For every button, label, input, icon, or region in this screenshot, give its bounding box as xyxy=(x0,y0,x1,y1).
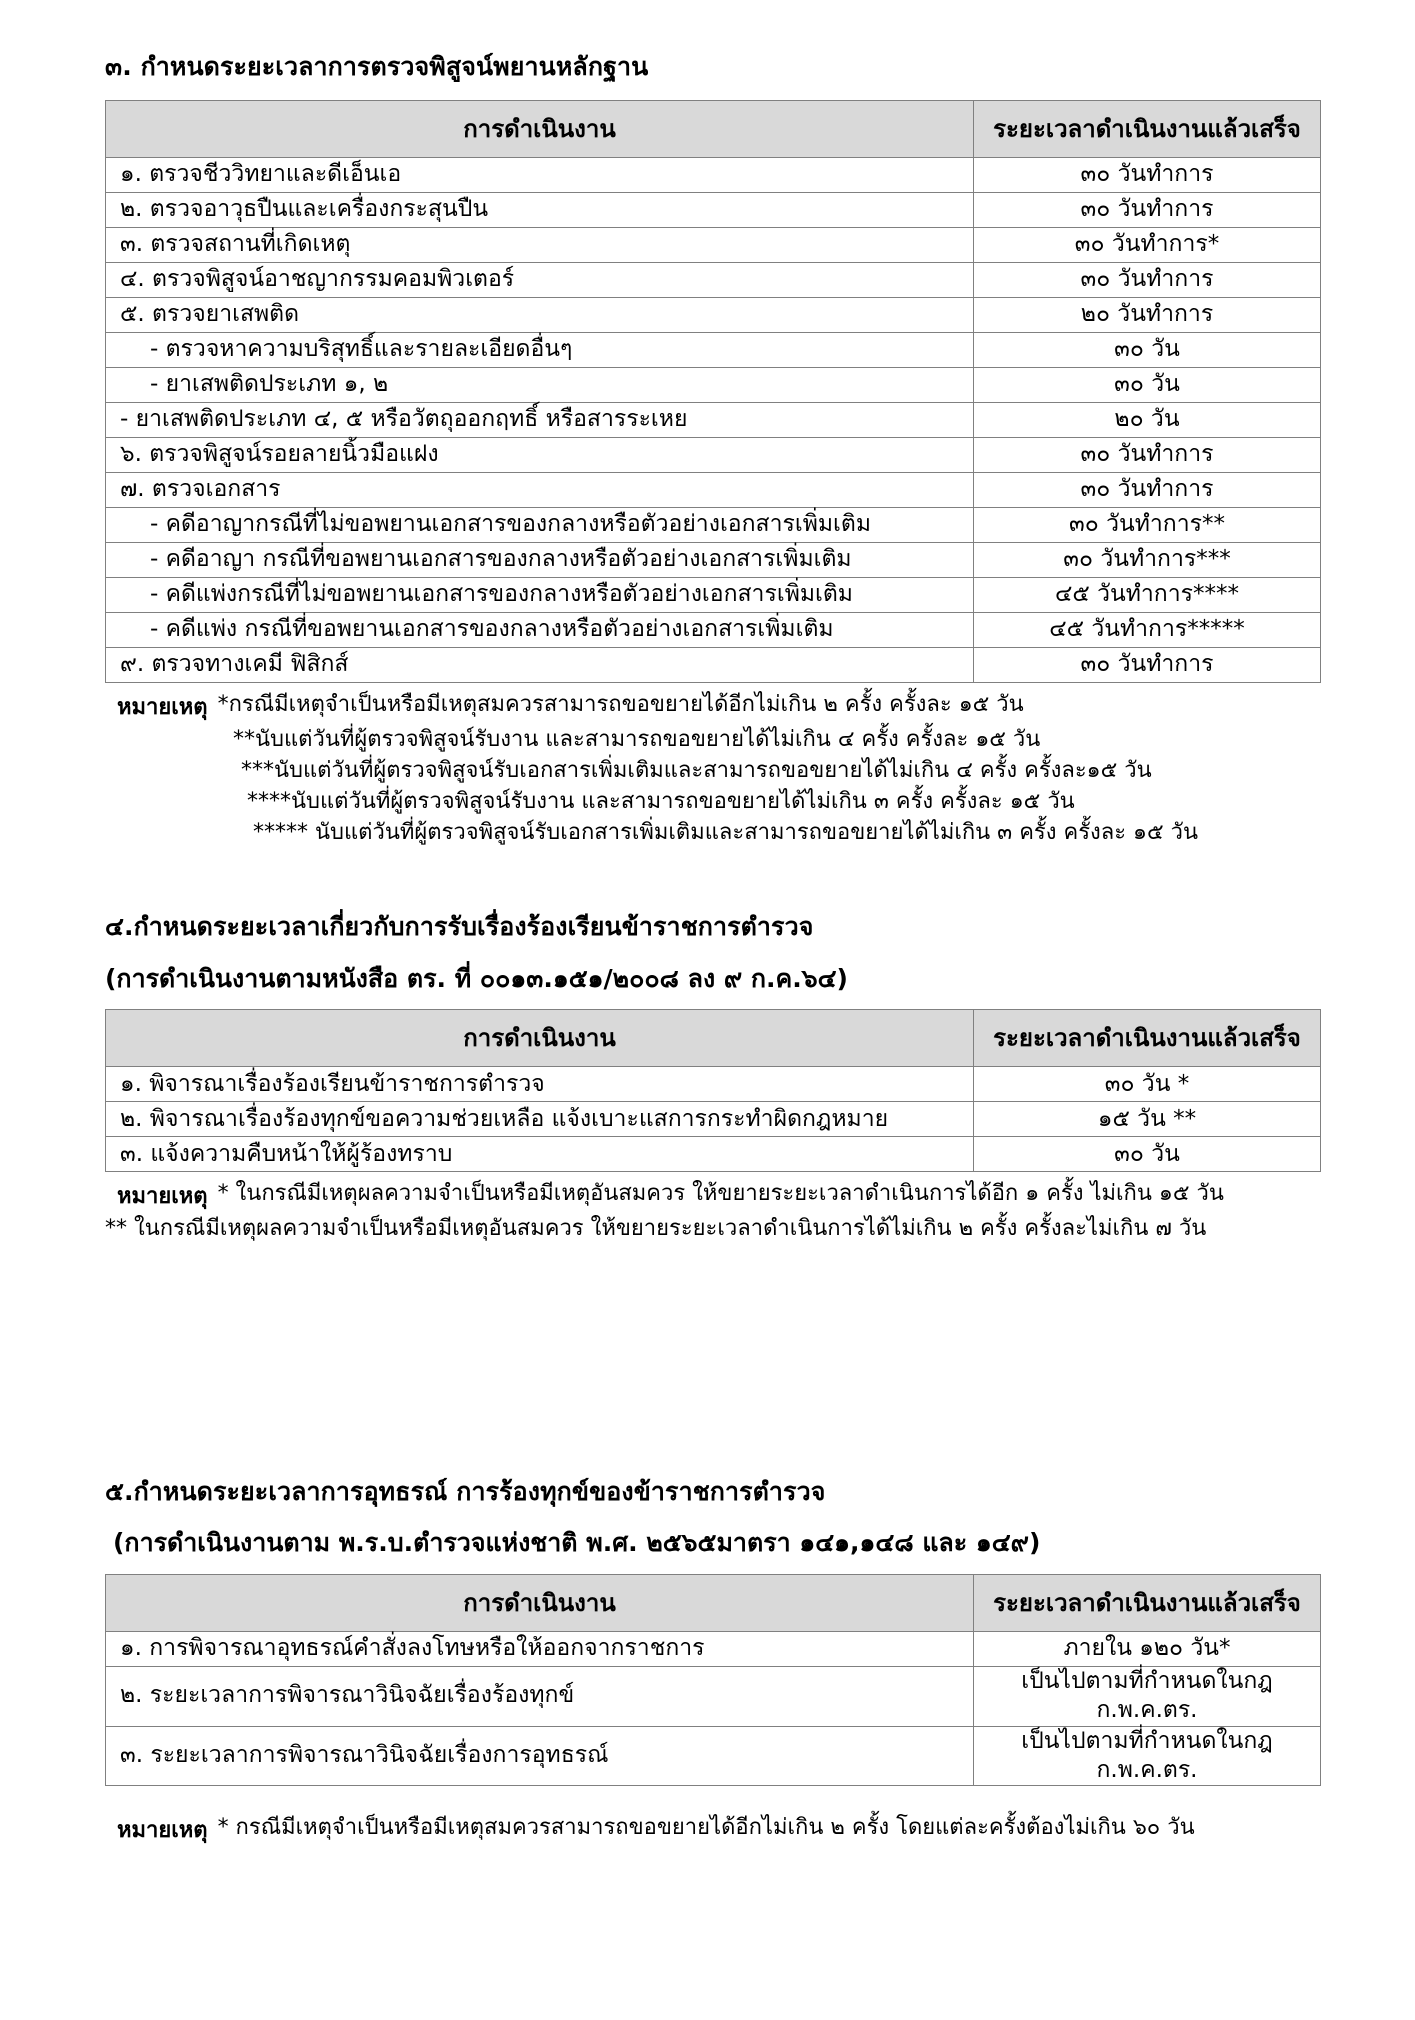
time-cell: ๓๐ วัน xyxy=(974,332,1321,367)
table-row xyxy=(106,1726,1321,1786)
time-cell: ๓๐ วันทำการ** xyxy=(974,507,1321,542)
column-header-time: ระยะเวลาดำเนินงานแล้วเสร็จ xyxy=(974,1574,1321,1631)
task-cell: ๒. ระยะเวลาการพิจารณาวินิจฉัยเรื่องร้องทุกข์ xyxy=(106,1666,974,1726)
note-text-5: ***** นับแต่วันที่ผู้ตรวจพิสูจน์รับเอกสารเพิ่มเติมและสามารถขอขยายได้ไม่เกิน ๓ ครั้ง ครั้งละ ๑๕ วัน xyxy=(253,820,1199,846)
column-header-time: ระยะเวลาดำเนินงานแล้วเสร็จ xyxy=(974,1010,1321,1067)
column-header-task: การดำเนินงาน xyxy=(106,100,974,157)
time-cell: ๓๐ วันทำการ xyxy=(974,157,1321,192)
table-header-row xyxy=(106,100,1321,157)
table-row xyxy=(106,402,1321,437)
time-cell: ๓๐ วันทำการ* xyxy=(974,227,1321,262)
time-cell: ๒๐ วัน xyxy=(974,402,1321,437)
task-cell: ๑. การพิจารณาอุทธรณ์คำสั่งลงโทษหรือให้ออกจากราชการ xyxy=(106,1631,974,1666)
table-row xyxy=(106,192,1321,227)
task-cell: - ตรวจหาความบริสุทธิ์และรายละเอียดอื่นๆ xyxy=(106,332,974,367)
time-cell: ๓๐ วัน xyxy=(974,1137,1321,1172)
section-5-notes xyxy=(105,1812,1320,1847)
task-cell: ๒. พิจารณาเรื่องร้องทุกข์ขอความช่วยเหลือ แจ้งเบาะแสการกระทำผิดกฎหมาย xyxy=(106,1102,974,1137)
table-row xyxy=(106,1137,1321,1172)
note-text-2: **นับแต่วันที่ผู้ตรวจพิสูจน์รับงาน และสามารถขอขยายได้ไม่เกิน ๔ ครั้ง ครั้งละ ๑๕ วัน xyxy=(233,726,1041,752)
note-text-3: ***นับแต่วันที่ผู้ตรวจพิสูจน์รับเอกสารเพิ่มเติมและสามารถขอขยายได้ไม่เกิน ๔ ครั้ง ครั้งละ๑๕ วัน xyxy=(241,757,1152,783)
section-3-table xyxy=(105,100,1321,683)
note-text-4: ****นับแต่วันที่ผู้ตรวจพิสูจน์รับงาน และสามารถขอขยายได้ไม่เกิน ๓ ครั้ง ครั้งละ ๑๕ วัน xyxy=(247,788,1075,814)
time-cell: เป็นไปตามที่กำหนดในกฎ ก.พ.ค.ตร. xyxy=(974,1726,1321,1786)
table-row xyxy=(106,612,1321,647)
section-4-heading: ๔.กำหนดระยะเวลาเกี่ยวกับการรับเรื่องร้องเรียนข้าราชการตำรวจ xyxy=(105,912,814,942)
note-label: หมายเหตุ xyxy=(117,1184,208,1210)
table-row xyxy=(106,1067,1321,1102)
table-row xyxy=(106,507,1321,542)
task-cell: - คดีแพ่งกรณีที่ไม่ขอพยานเอกสารของกลางหรือตัวอย่างเอกสารเพิ่มเติม xyxy=(106,577,974,612)
column-header-time: ระยะเวลาดำเนินงานแล้วเสร็จ xyxy=(974,100,1321,157)
table-header-row xyxy=(106,1010,1321,1067)
note-label: หมายเหตุ xyxy=(117,694,208,720)
task-cell: - คดีอาญา กรณีที่ขอพยานเอกสารของกลางหรือตัวอย่างเอกสารเพิ่มเติม xyxy=(106,542,974,577)
time-cell: เป็นไปตามที่กำหนดในกฎ ก.พ.ค.ตร. xyxy=(974,1666,1321,1726)
table-row xyxy=(106,332,1321,367)
time-cell: ภายใน ๑๒๐ วัน* xyxy=(974,1631,1321,1666)
section-4-table xyxy=(105,1009,1321,1172)
task-cell: - คดีอาญากรณีที่ไม่ขอพยานเอกสารของกลางหรือตัวอย่างเอกสารเพิ่มเติม xyxy=(106,507,974,542)
section-3-heading: ๓. กำหนดระยะเวลาการตรวจพิสูจน์พยานหลักฐาน xyxy=(105,52,649,81)
time-cell: ๒๐ วันทำการ xyxy=(974,297,1321,332)
note-text-1: *กรณีมีเหตุจำเป็นหรือมีเหตุสมควรสามารถขอขยายได้อีกไม่เกิน ๒ ครั้ง ครั้งละ ๑๕ วัน xyxy=(217,691,1024,717)
task-cell: - คดีแพ่ง กรณีที่ขอพยานเอกสารของกลางหรือตัวอย่างเอกสารเพิ่มเติม xyxy=(106,612,974,647)
note-text-1: * กรณีมีเหตุจำเป็นหรือมีเหตุสมควรสามารถขอขยายได้อีกไม่เกิน ๒ ครั้ง โดยแต่ละครั้งต้องไม่เกิน ๖๐ วัน xyxy=(217,1815,1195,1841)
table-row xyxy=(106,262,1321,297)
task-cell: ๗. ตรวจเอกสาร xyxy=(106,472,974,507)
task-cell: ๑. พิจารณาเรื่องร้องเรียนข้าราชการตำรวจ xyxy=(106,1067,974,1102)
time-cell: ๓๐ วันทำการ*** xyxy=(974,542,1321,577)
task-cell: ๓. ระยะเวลาการพิจารณาวินิจฉัยเรื่องการอุทธรณ์ xyxy=(106,1726,974,1786)
time-cell: ๓๐ วันทำการ xyxy=(974,192,1321,227)
task-cell: ๒. ตรวจอาวุธปืนและเครื่องกระสุนปืน xyxy=(106,192,974,227)
table-row xyxy=(106,542,1321,577)
time-cell: ๓๐ วันทำการ xyxy=(974,472,1321,507)
section-5-table xyxy=(105,1574,1321,1787)
task-cell: - ยาเสพติดประเภท ๔, ๕ หรือวัตถุออกฤทธิ์ หรือสารระเหย xyxy=(106,402,974,437)
task-cell: ๑. ตรวจชีววิทยาและดีเอ็นเอ xyxy=(106,157,974,192)
section-4-notes xyxy=(105,1178,1320,1244)
table-row xyxy=(106,1631,1321,1666)
task-cell: ๖. ตรวจพิสูจน์รอยลายนิ้วมือแฝง xyxy=(106,437,974,472)
column-header-task: การดำเนินงาน xyxy=(106,1010,974,1067)
section-3-notes xyxy=(105,689,1320,849)
table-row xyxy=(106,1102,1321,1137)
task-cell: - ยาเสพติดประเภท ๑, ๒ xyxy=(106,367,974,402)
table-row xyxy=(106,1666,1321,1726)
table-row xyxy=(106,227,1321,262)
time-cell: ๓๐ วันทำการ xyxy=(974,262,1321,297)
table-row xyxy=(106,647,1321,682)
section-5-heading: ๕.กำหนดระยะเวลาการอุทธรณ์ การร้องทุกข์ของข้าราชการตำรวจ xyxy=(105,1476,826,1506)
task-cell: ๔. ตรวจพิสูจน์อาชญากรรมคอมพิวเตอร์ xyxy=(106,262,974,297)
note-row-primary xyxy=(105,1812,1320,1847)
task-cell: ๓. ตรวจสถานที่เกิดเหตุ xyxy=(106,227,974,262)
note-row-primary xyxy=(105,1178,1320,1213)
section-4-subheading: (การดำเนินงานตามหนังสือ ตร. ที่ ๐๐๑๓.๑๕๑/๒๐๐๘ ลง ๙ ก.ค.๖๔) xyxy=(105,963,848,993)
note-row-primary xyxy=(105,689,1320,724)
task-cell: ๓. แจ้งความคืบหน้าให้ผู้ร้องทราบ xyxy=(106,1137,974,1172)
section-5-subheading: (การดำเนินงานตาม พ.ร.บ.ตำรวจแห่งชาติ พ.ศ. ๒๕๖๕มาตรา ๑๔๑,๑๔๘ และ ๑๔๙) xyxy=(113,1528,1041,1558)
column-header-task: การดำเนินงาน xyxy=(106,1574,974,1631)
table-header-row xyxy=(106,1574,1321,1631)
task-cell: ๕. ตรวจยาเสพติด xyxy=(106,297,974,332)
table-row xyxy=(106,297,1321,332)
time-cell: ๔๕ วันทำการ***** xyxy=(974,612,1321,647)
table-row xyxy=(106,157,1321,192)
task-cell: ๙. ตรวจทางเคมี ฟิสิกส์ xyxy=(106,647,974,682)
note-text-1: * ในกรณีมีเหตุผลความจำเป็นหรือมีเหตุอันสมควร ให้ขยายระยะเวลาดำเนินการได้อีก ๑ ครั้ง ไม่เกิน ๑๕ วัน xyxy=(217,1181,1224,1207)
table-row xyxy=(106,367,1321,402)
note-text-2: ** ในกรณีมีเหตุผลความจำเป็นหรือมีเหตุอันสมควร ให้ขยายระยะเวลาดำเนินการได้ไม่เกิน ๒ ครั้ง ครั้งละไม่เกิน ๗ วัน xyxy=(105,1216,1207,1242)
time-cell: ๓๐ วันทำการ xyxy=(974,437,1321,472)
time-cell: ๓๐ วัน * xyxy=(974,1067,1321,1102)
time-cell: ๓๐ วันทำการ xyxy=(974,647,1321,682)
note-label: หมายเหตุ xyxy=(117,1818,208,1844)
time-cell: ๑๕ วัน ** xyxy=(974,1102,1321,1137)
time-cell: ๓๐ วัน xyxy=(974,367,1321,402)
table-row xyxy=(106,577,1321,612)
table-row xyxy=(106,472,1321,507)
time-cell: ๔๕ วันทำการ**** xyxy=(974,577,1321,612)
table-row xyxy=(106,437,1321,472)
